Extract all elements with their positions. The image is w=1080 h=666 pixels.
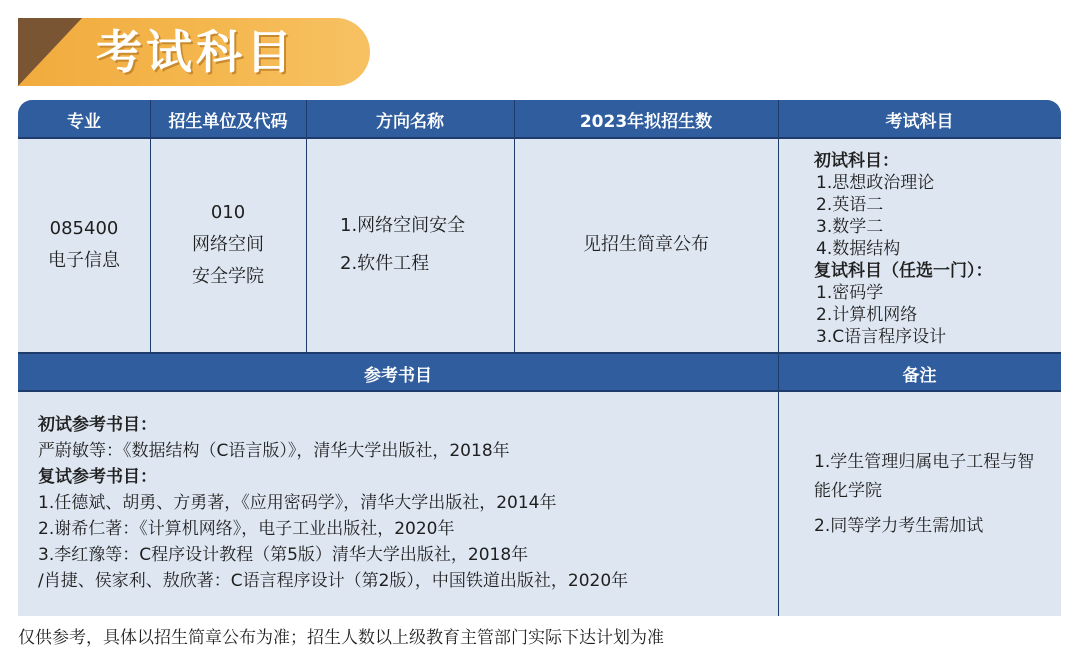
direction-item: 1.网络空间安全 xyxy=(340,215,466,236)
exam-subjects-list xyxy=(814,150,993,348)
retest-books-title: 复试参考书目： xyxy=(38,467,157,487)
book-item: 2.谢希仁著：《计算机网络》，电子工业出版社，2020年 xyxy=(38,519,455,539)
initial-exam-item: 3.数学二 xyxy=(816,217,884,237)
major-code: 085400 xyxy=(49,218,119,239)
initial-exam-title: 初试科目： xyxy=(814,151,899,171)
enrollment-value: 见招生简章公布 xyxy=(583,234,709,255)
header-major: 专业 xyxy=(18,100,150,138)
book-item: 严蔚敏等：《数据结构（C语言版）》，清华大学出版社，2018年 xyxy=(38,441,510,461)
retest-exam-item: 1.密码学 xyxy=(816,283,884,303)
retest-exam-item: 3.C语言程序设计 xyxy=(816,327,947,347)
direction-item: 2.软件工程 xyxy=(340,253,430,274)
unit-name-line1: 网络空间 xyxy=(192,234,264,255)
divider xyxy=(18,352,1061,354)
major-cell xyxy=(18,138,150,352)
unit-cell xyxy=(150,138,306,352)
direction-cell xyxy=(340,138,514,352)
note-item: 2.同等学力考生需加试 xyxy=(814,516,984,536)
enrollment-cell xyxy=(514,138,778,352)
book-item: /肖捷、侯家利、敖欣著：C语言程序设计（第2版），中国铁道出版社，2020年 xyxy=(38,571,629,591)
divider xyxy=(778,100,779,616)
note-item: 1.学生管理归属电子工程与智能化学院 xyxy=(814,452,1035,501)
reference-books-list xyxy=(38,412,628,594)
initial-exam-item: 1.思想政治理论 xyxy=(816,173,935,193)
notes-list xyxy=(814,448,1044,541)
banner-corner-decoration xyxy=(18,18,82,86)
header-notes: 备注 xyxy=(778,354,1061,392)
initial-books-title: 初试参考书目： xyxy=(38,415,157,435)
exam-table xyxy=(18,100,1061,616)
header-reference-books: 参考书目 xyxy=(18,354,778,392)
book-item: 3.李红豫等：C程序设计教程（第5版）清华大学出版社，2018年 xyxy=(38,545,529,565)
major-name: 电子信息 xyxy=(48,250,120,271)
footnote: 仅供参考，具体以招生简章公布为准；招生人数以上级教育主管部门实际下达计划为准 xyxy=(18,628,664,648)
header-exam-subjects: 考试科目 xyxy=(778,100,1061,138)
header-direction: 方向名称 xyxy=(306,100,514,138)
unit-code: 010 xyxy=(210,202,246,223)
divider xyxy=(18,390,1061,392)
header-enrollment: 2023年拟招生数 xyxy=(514,100,778,138)
book-item: 1.任德斌、胡勇、方勇著，《应用密码学》，清华大学出版社，2014年 xyxy=(38,493,557,513)
unit-name-line2: 安全学院 xyxy=(192,266,264,287)
initial-exam-item: 4.数据结构 xyxy=(816,239,901,259)
header-unit: 招生单位及代码 xyxy=(150,100,306,138)
retest-exam-title: 复试科目（任选一门）： xyxy=(814,261,993,281)
initial-exam-item: 2.英语二 xyxy=(816,195,884,215)
retest-exam-item: 2.计算机网络 xyxy=(816,305,918,325)
banner-title: 考试科目 xyxy=(96,25,296,79)
